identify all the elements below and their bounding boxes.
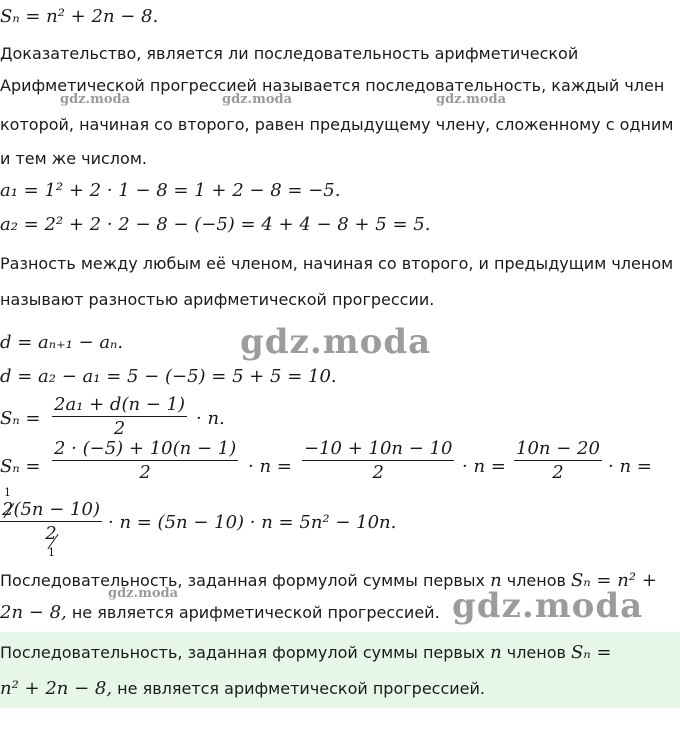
fraction-bar (52, 460, 238, 461)
sn-substitution-equals-2: · n = (462, 456, 506, 477)
conclusion-text: Последовательность, заданная формулой суммы первых (0, 571, 485, 590)
answer-text: не является арифметической прогрессией. (117, 679, 485, 698)
fraction-numerator: −10 + 10n − 10 (304, 438, 453, 459)
answer-text: членов (506, 643, 566, 662)
cancel-mark-bottom: 1 (48, 546, 55, 559)
fraction-denominator: 2 (552, 462, 564, 483)
answer-text: Последовательность, заданная формулой суммы первых (0, 643, 485, 662)
difference-line-1: Разность между любым её членом, начиная со второго, и предыдущим членом (0, 254, 674, 273)
conclusion-text: не является арифметической прогрессией. (71, 603, 440, 622)
fraction-bar (0, 521, 102, 522)
formula-header: Sₙ = n² + 2n − 8. (0, 6, 159, 27)
conclusion-math: 2n − 8, (0, 602, 67, 623)
sn-substitution-equals-3: · n = (608, 456, 652, 477)
conclusion-text: членов (506, 571, 566, 590)
sn-substitution-equals-1: · n = (248, 456, 292, 477)
fraction-numerator: 2(5n − 10) (2, 499, 100, 520)
fraction-denominator: 2 (113, 418, 126, 439)
conclusion-math: Sₙ = n² + (571, 570, 657, 591)
answer-line-1 (0, 642, 611, 663)
fraction-numerator: 2 · (−5) + 10(n − 1) (54, 438, 237, 459)
answer-n: n (490, 642, 502, 663)
a2-equation: a₂ = 2² + 2 · 2 − 8 − (−5) = 4 + 4 − 8 + 5 = 5. (0, 214, 431, 235)
watermark: gdz.moda (452, 586, 644, 626)
sn-substitution-fraction-3 (514, 438, 602, 483)
fraction-numerator: 10n − 20 (516, 438, 600, 459)
watermark: gdz.moda (240, 322, 432, 362)
sn-simplified-fraction (0, 499, 102, 544)
cancel-mark-top: 1 (4, 486, 11, 499)
d-definition: d = aₙ₊₁ − aₙ. (0, 332, 124, 353)
difference-line-2: называют разностью арифметической прогрессии. (0, 290, 435, 309)
answer-math: Sₙ = (571, 642, 612, 663)
sn-formula-fraction (52, 394, 187, 439)
watermark: gdz.moda (60, 92, 131, 107)
fraction-bar (52, 416, 187, 417)
definition-line-1: Арифметической прогрессией называется последовательность, каждый член (0, 76, 665, 95)
sn-formula-lhs: Sₙ = (0, 408, 41, 429)
watermark: gdz.moda (108, 586, 179, 601)
fraction-numerator: 2a₁ + d(n − 1) (54, 394, 186, 415)
sn-formula-tail: · n. (196, 408, 225, 429)
conclusion-n: n (490, 570, 502, 591)
sn-substitution-fraction-1 (52, 438, 238, 483)
conclusion-line-2 (0, 602, 440, 623)
a1-equation: a₁ = 1² + 2 · 1 − 8 = 1 + 2 − 8 = −5. (0, 180, 341, 201)
fraction-denominator: 2 (45, 523, 57, 544)
sn-substitution-fraction-2 (302, 438, 454, 483)
watermark: gdz.moda (222, 92, 293, 107)
sn-simplified-tail: · n = (5n − 10) · n = 5n² − 10n. (108, 512, 397, 533)
fraction-denominator: 2 (139, 462, 151, 483)
definition-line-3: и тем же числом. (0, 149, 147, 168)
proof-line: Доказательство, является ли последовательность арифметической (0, 44, 579, 63)
definition-line-2: которой, начиная со второго, равен предыдущему члену, сложенному с одним (0, 115, 674, 134)
fraction-bar (302, 460, 454, 461)
conclusion-line-1 (0, 570, 657, 591)
answer-math: n² + 2n − 8, (0, 678, 113, 699)
fraction-bar (514, 460, 602, 461)
fraction-denominator: 2 (372, 462, 384, 483)
sn-substitution-lhs: Sₙ = (0, 456, 41, 477)
answer-line-2 (0, 678, 485, 699)
watermark: gdz.moda (436, 92, 507, 107)
d-calculation: d = a₂ − a₁ = 5 − (−5) = 5 + 5 = 10. (0, 366, 337, 387)
